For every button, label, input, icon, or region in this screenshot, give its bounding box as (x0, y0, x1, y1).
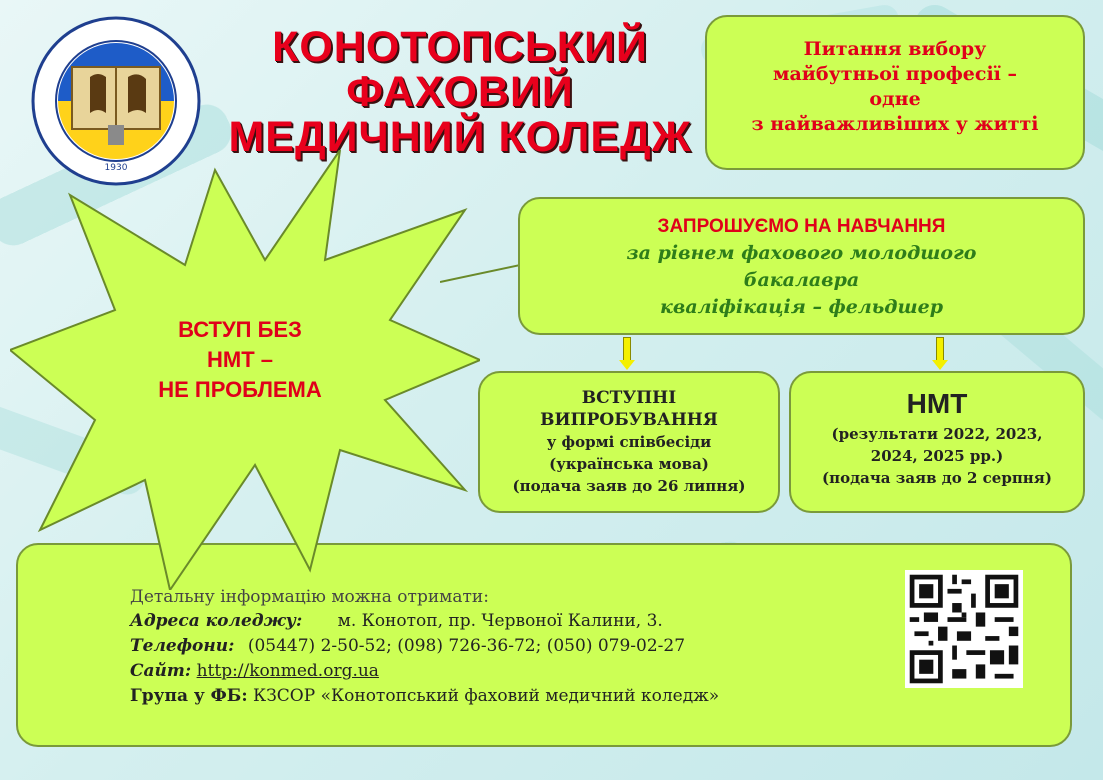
title-line-2: ФАХОВИЙ (346, 68, 574, 116)
nmt-line-2: (результати 2022, 2023, (831, 425, 1043, 443)
invite-heading: ЗАПРОШУЄМО НА НАВЧАННЯ (657, 216, 946, 237)
quote-line-3: одне (869, 88, 921, 110)
invite-line-3: бакалавра (743, 269, 860, 291)
exams-line-2: ВИПРОБУВАННЯ (540, 410, 718, 430)
contacts-address (130, 611, 663, 631)
exams-line-3: у формі співбесіди (546, 433, 712, 451)
exams-line-4: (українська мова) (549, 455, 709, 473)
starburst-text (110, 315, 370, 405)
title-line-1: КОНОТОПСЬКИЙ (272, 23, 648, 71)
site-label: Сайт: (130, 661, 192, 681)
contacts-facebook (130, 686, 719, 706)
quote-line-2: майбутньої професії – (772, 63, 1018, 85)
contacts-intro: Детальну інформацію можна отримати: (130, 587, 489, 607)
site-link[interactable]: http://konmed.org.ua (196, 661, 379, 681)
nmt-heading: НМТ (906, 388, 968, 419)
address-label: Адреса коледжу: (130, 611, 303, 631)
qr-code[interactable] (905, 570, 1023, 688)
address-value: м. Конотоп, пр. Червоної Калини, 3. (337, 611, 663, 631)
phones-label: Телефони: (130, 636, 235, 656)
quote-line-4: з найважливіших у житті (751, 113, 1039, 135)
quote-line-1: Питання вибору (803, 38, 987, 60)
nmt-line-3: 2024, 2025 рр.) (870, 447, 1004, 465)
exams-line-1: ВСТУПНІ (581, 388, 677, 408)
arrow-down-right (936, 337, 944, 361)
fb-value: КЗСОР «Конотопський фаховий медичний коледж» (253, 686, 720, 706)
quote-box (705, 15, 1085, 170)
exams-line-5: (подача заяв до 26 липня) (512, 477, 746, 495)
invite-line-2: за рівнем фахового молодшого (626, 242, 977, 264)
title-line-3: МЕДИЧНИЙ КОЛЕДЖ (228, 113, 692, 161)
starburst-line-2: НМТ – (207, 347, 273, 372)
college-title (205, 25, 715, 160)
starburst-line-3: НЕ ПРОБЛЕМА (158, 377, 322, 402)
invite-line-4: кваліфікація – фельдшер (660, 296, 943, 318)
invite-box (518, 197, 1085, 335)
exams-box (478, 371, 780, 513)
arrow-down-left (623, 337, 631, 361)
starburst-line-1: ВСТУП БЕЗ (178, 317, 302, 342)
fb-label: Група у ФБ: (130, 686, 248, 706)
nmt-line-4: (подача заяв до 2 серпня) (822, 469, 1052, 487)
phones-value: (05447) 2-50-52; (098) 726-36-72; (050) 079-02-27 (247, 636, 686, 656)
contacts-site (130, 661, 379, 681)
nmt-box (789, 371, 1085, 513)
svg-text:1930: 1930 (104, 163, 128, 173)
contacts-phones (130, 636, 685, 656)
